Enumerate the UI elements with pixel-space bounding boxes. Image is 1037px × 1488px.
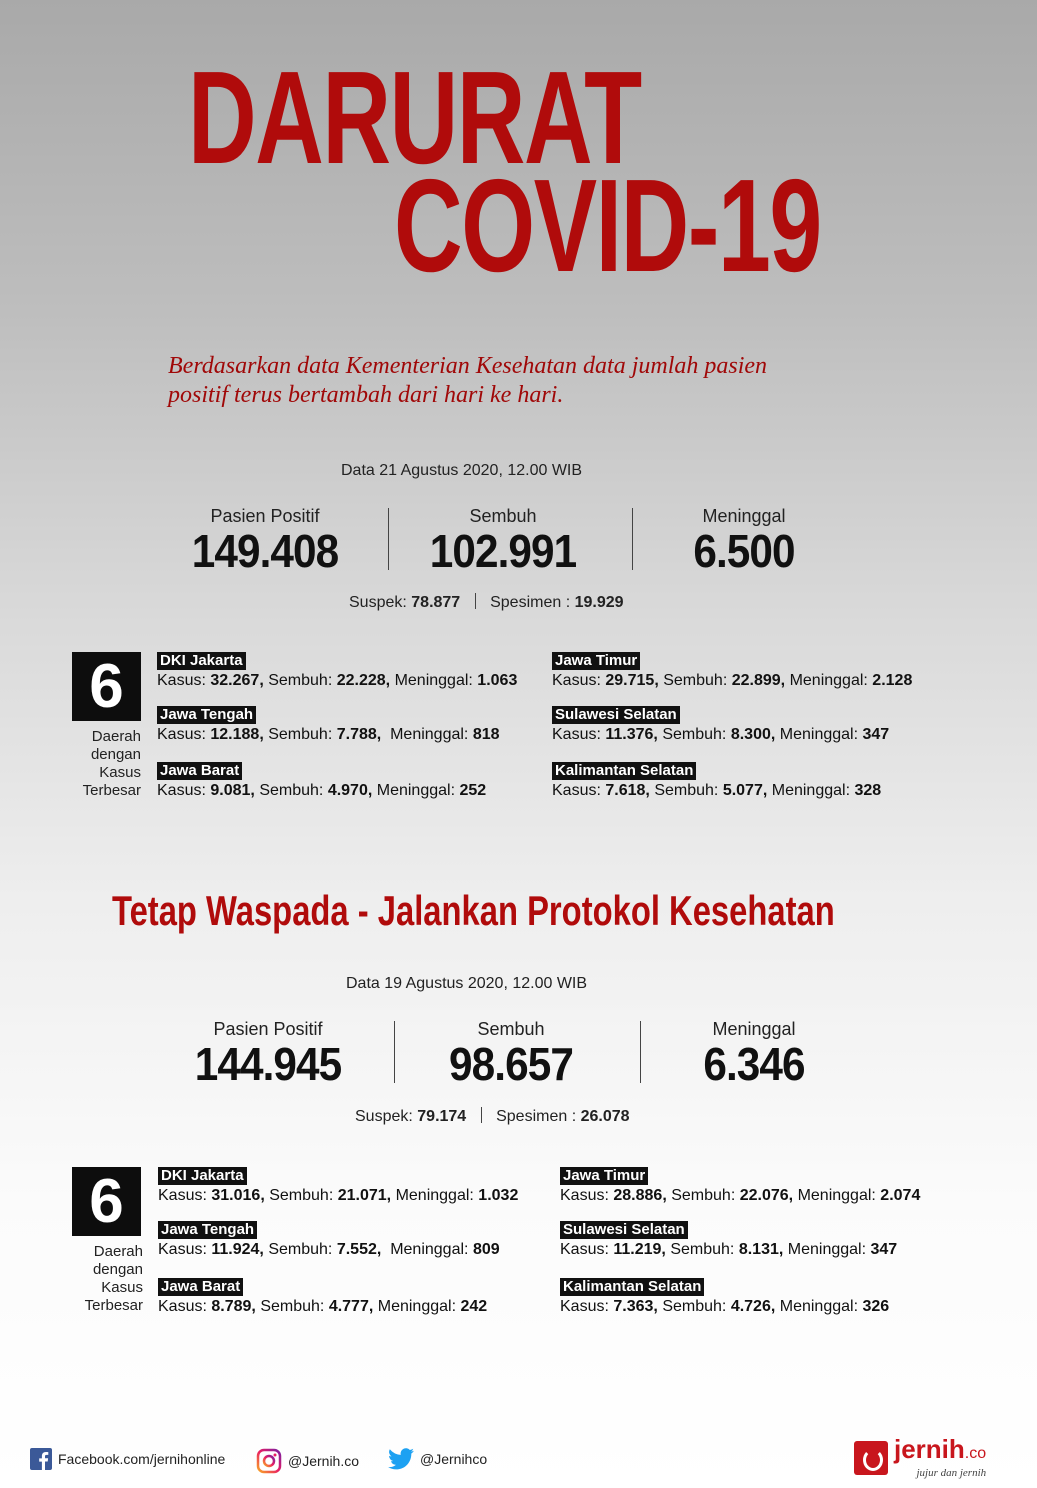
report2-positive (148, 1019, 388, 1089)
six-label-line: dengan (90, 746, 141, 763)
report1-death-label: Meninggal (702, 506, 786, 526)
instagram-text: @Jernih.co (288, 1453, 360, 1469)
brand-tld: .co (964, 1445, 987, 1462)
six-label-line: Terbesar (84, 1297, 143, 1314)
brand-name: jernih (894, 1434, 965, 1464)
report1-recovered-label: Sembuh (469, 506, 537, 526)
report2-suspek-line (355, 1107, 630, 1126)
title-line-1: DARURAT (188, 44, 641, 191)
region-item (560, 1167, 920, 1206)
twitter-link[interactable] (388, 1448, 487, 1470)
report1-suspek-line (349, 593, 624, 612)
report2-date: Data 19 Agustus 2020, 12.00 WIB (346, 975, 588, 992)
instagram-link[interactable] (256, 1448, 359, 1474)
region-name: Sulawesi Selatan (552, 706, 680, 724)
report2-recovered-label: Sembuh (477, 1019, 545, 1039)
six-badge: 6 (72, 652, 141, 721)
region-item (158, 1278, 487, 1317)
region-stats: Kasus: 8.789, Sembuh: 4.777, Meninggal: 242 (158, 1298, 488, 1315)
region-item (560, 1278, 889, 1317)
instagram-icon (256, 1448, 282, 1474)
report1-positive (145, 506, 385, 576)
six-label-line: Kasus (101, 1279, 143, 1296)
region-stats: Kasus: 9.081, Sembuh: 4.970, Meninggal: 252 (157, 782, 487, 799)
brand-logo (854, 1436, 986, 1479)
intro-line-2: positif terus bertambah dari hari ke hari. (168, 382, 564, 408)
six-label (63, 1243, 143, 1315)
six-label-line: dengan (92, 1261, 143, 1278)
brand-tagline: jujur dan jernih (916, 1467, 987, 1479)
region-item (157, 762, 486, 801)
region-stats: Kasus: 12.188, Sembuh: 7.788, Meninggal: 818 (157, 726, 500, 743)
six-label-line: Kasus (99, 764, 141, 781)
region-stats: Kasus: 28.886, Sembuh: 22.076, Meninggal: 2.074 (560, 1187, 921, 1204)
region-stats: Kasus: 7.363, Sembuh: 4.726, Meninggal: 326 (560, 1298, 890, 1315)
brand-text (894, 1436, 986, 1479)
suspek-value: 78.877 (411, 594, 461, 611)
report2-death-label: Meninggal (712, 1019, 796, 1039)
suspek-label: Suspek: (355, 1108, 413, 1125)
region-item (158, 1167, 518, 1206)
title-line-2: COVID-19 (394, 152, 821, 299)
separator (475, 593, 476, 609)
report2-recovered-value: 98.657 (449, 1038, 573, 1090)
region-name: Kalimantan Selatan (560, 1278, 704, 1296)
six-label (61, 728, 141, 800)
report1-positive-value: 149.408 (191, 525, 339, 577)
report1-death-value: 6.500 (693, 525, 795, 577)
slogan: Tetap Waspada - Jalankan Protokol Kesehatan (112, 887, 835, 934)
facebook-link[interactable] (30, 1448, 225, 1470)
region-name: Jawa Timur (552, 652, 640, 670)
spesimen-label: Spesimen : (496, 1108, 577, 1125)
region-stats: Kasus: 11.376, Sembuh: 8.300, Meninggal: 347 (552, 726, 890, 743)
region-name: Jawa Barat (158, 1278, 243, 1296)
region-name: Kalimantan Selatan (552, 762, 696, 780)
region-item (552, 652, 912, 691)
report1-death (624, 506, 864, 576)
region-item (552, 706, 889, 745)
report2-death (634, 1019, 874, 1089)
facebook-icon (30, 1448, 52, 1470)
facebook-text: Facebook.com/jernihonline (58, 1451, 226, 1467)
suspek-value: 79.174 (417, 1108, 467, 1125)
intro-line-1: Berdasarkan data Kementerian Kesehatan data jumlah pasien (168, 353, 768, 379)
region-name: Jawa Timur (560, 1167, 648, 1185)
report1-recovered (383, 506, 623, 576)
report1-recovered-value: 102.991 (429, 525, 577, 577)
region-name: Jawa Barat (157, 762, 242, 780)
region-name: Jawa Tengah (157, 706, 256, 724)
report1-date: Data 21 Agustus 2020, 12.00 WIB (341, 462, 583, 479)
report2-death-value: 6.346 (703, 1038, 805, 1090)
twitter-text: @Jernihco (420, 1451, 488, 1467)
report1-positive-label: Pasien Positif (210, 506, 320, 526)
spesimen-label: Spesimen : (490, 594, 571, 611)
report2-recovered (391, 1019, 631, 1089)
region-name: DKI Jakarta (158, 1167, 247, 1185)
six-label-line: Daerah (91, 728, 141, 745)
region-name: DKI Jakarta (157, 652, 246, 670)
report2-positive-label: Pasien Positif (213, 1019, 323, 1039)
region-item (552, 762, 881, 801)
region-stats: Kasus: 29.715, Sembuh: 22.899, Meninggal: 2.128 (552, 672, 913, 689)
intro-text (168, 352, 888, 410)
spesimen-value: 19.929 (574, 594, 624, 611)
region-item (157, 652, 517, 691)
report2-positive-value: 144.945 (194, 1038, 342, 1090)
region-stats: Kasus: 31.016, Sembuh: 21.071, Meninggal: 1.032 (158, 1187, 519, 1204)
suspek-label: Suspek: (349, 594, 407, 611)
twitter-icon (388, 1448, 414, 1470)
six-badge: 6 (72, 1167, 141, 1236)
region-name: Sulawesi Selatan (560, 1221, 688, 1239)
six-label-line: Daerah (93, 1243, 143, 1260)
brand-mark-icon (854, 1441, 888, 1475)
separator (481, 1107, 482, 1123)
region-stats: Kasus: 32.267, Sembuh: 22.228, Meninggal: 1.063 (157, 672, 518, 689)
region-stats: Kasus: 7.618, Sembuh: 5.077, Meninggal: 328 (552, 782, 882, 799)
region-stats: Kasus: 11.219, Sembuh: 8.131, Meninggal: 347 (560, 1241, 898, 1258)
spesimen-value: 26.078 (580, 1108, 630, 1125)
region-item (158, 1221, 500, 1260)
region-name: Jawa Tengah (158, 1221, 257, 1239)
six-label-line: Terbesar (82, 782, 141, 799)
region-stats: Kasus: 11.924, Sembuh: 7.552, Meninggal: 809 (158, 1241, 500, 1258)
region-item (157, 706, 500, 745)
region-item (560, 1221, 897, 1260)
